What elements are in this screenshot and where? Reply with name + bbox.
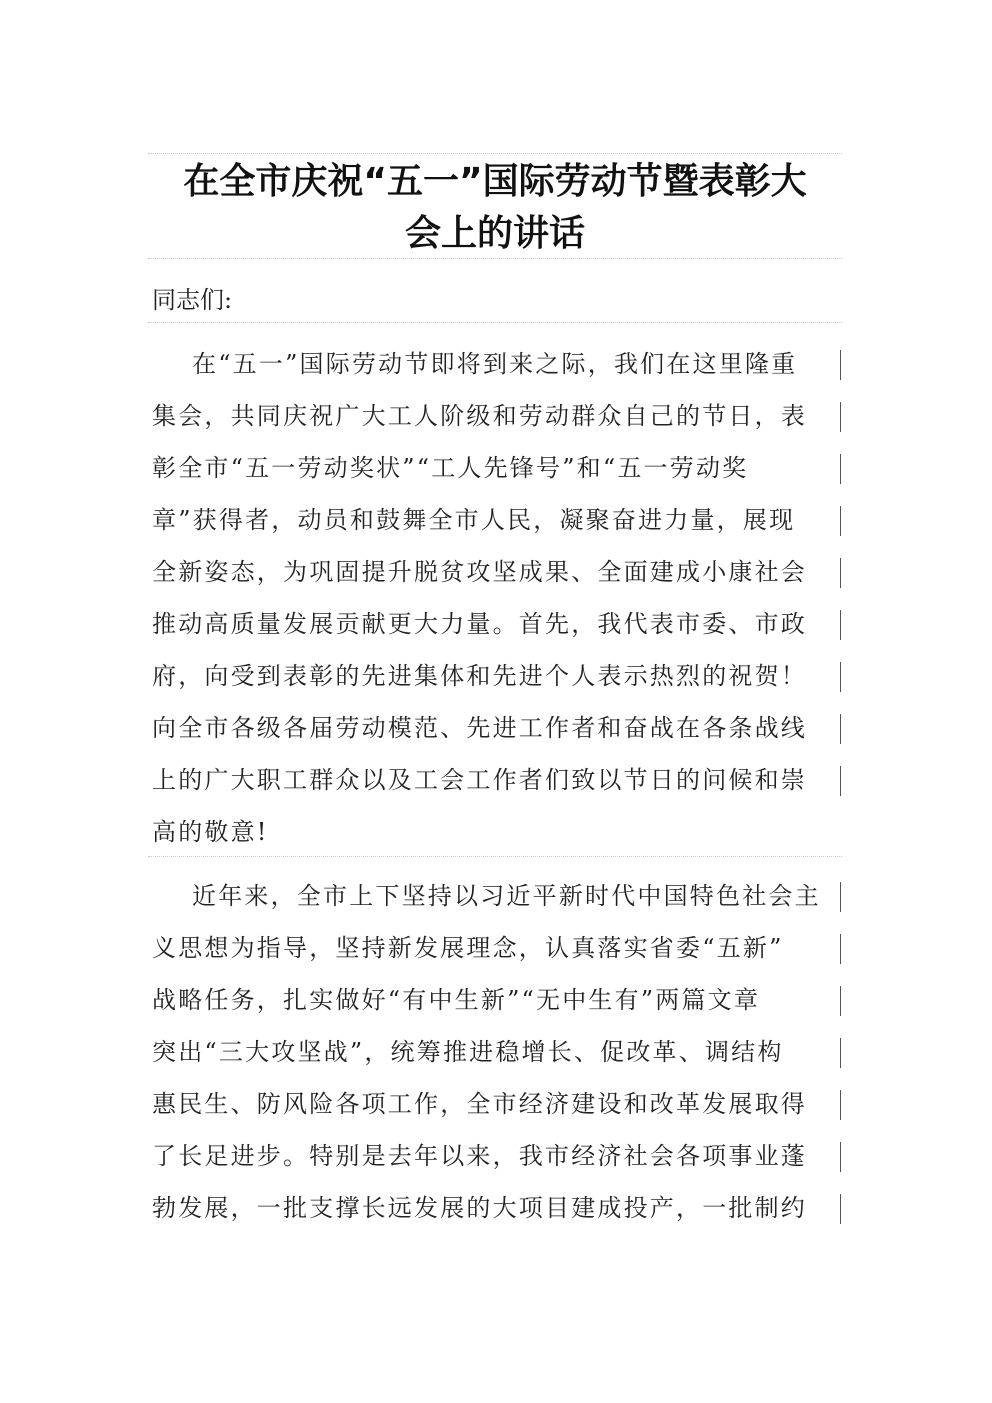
paragraph-line: 义思想为指导，坚持新发展理念，认真落实省委“五新” (152, 922, 842, 974)
paragraph-line: 突出“三大攻坚战”，统筹推进稳增长、促改革、调结构 (152, 1026, 842, 1078)
paragraph-line: 集会，共同庆祝广大工人阶级和劳动群众自己的节日，表 (152, 390, 842, 442)
document-title (148, 156, 842, 260)
paragraph-line: 推动高质量发展贡献更大力量。首先，我代表市委、市政 (152, 598, 842, 650)
greeting: 同志们: (152, 286, 233, 314)
paragraph-line: 章”获得者，动员和鼓舞全市人民，凝聚奋进力量，展现 (152, 494, 842, 546)
paragraph-line: 全新姿态，为巩固提升脱贫攻坚成果、全面建成小康社会 (152, 546, 842, 598)
paragraph-line: 向全市各级各届劳动模范、先进工作者和奋战在各条战线 (152, 702, 842, 754)
greeting-rule (148, 322, 842, 323)
paragraph-line: 了长足进步。特别是去年以来，我市经济社会各项事业蓬 (152, 1130, 842, 1182)
paragraph-line: 上的广大职工群众以及工会工作者们致以节日的问候和崇 (152, 754, 842, 806)
paragraph-1 (152, 338, 842, 858)
paragraph-line: 惠民生、防风险各项工作，全市经济建设和改革发展取得 (152, 1078, 842, 1130)
title-line-2: 会上的讲话 (404, 213, 585, 254)
paragraph-line: 战略任务，扎实做好“有中生新”“无中生有”两篇文章 (152, 974, 842, 1026)
title-top-rule (148, 153, 842, 154)
paragraph-line: 勃发展，一批支撑长远发展的大项目建成投产，一批制约 (152, 1182, 842, 1234)
paragraph-rule (148, 856, 842, 857)
title-line-1: 在全市庆祝“五一”国际劳动节暨表彰大 (183, 161, 807, 202)
paragraph-line: 高的敬意! (152, 818, 269, 846)
paragraph-line: 府，向受到表彰的先进集体和先进个人表示热烈的祝贺！ (152, 650, 842, 702)
paragraph-line: 在“五一”国际劳动节即将到来之际，我们在这里隆重 (152, 338, 842, 390)
paragraph-line: 近年来，全市上下坚持以习近平新时代中国特色社会主 (152, 870, 842, 922)
title-bottom-rule (148, 258, 842, 259)
paragraph-line: 彰全市“五一劳动奖状”“工人先锋号”和“五一劳动奖 (152, 442, 842, 494)
paragraph-2 (152, 870, 842, 1234)
